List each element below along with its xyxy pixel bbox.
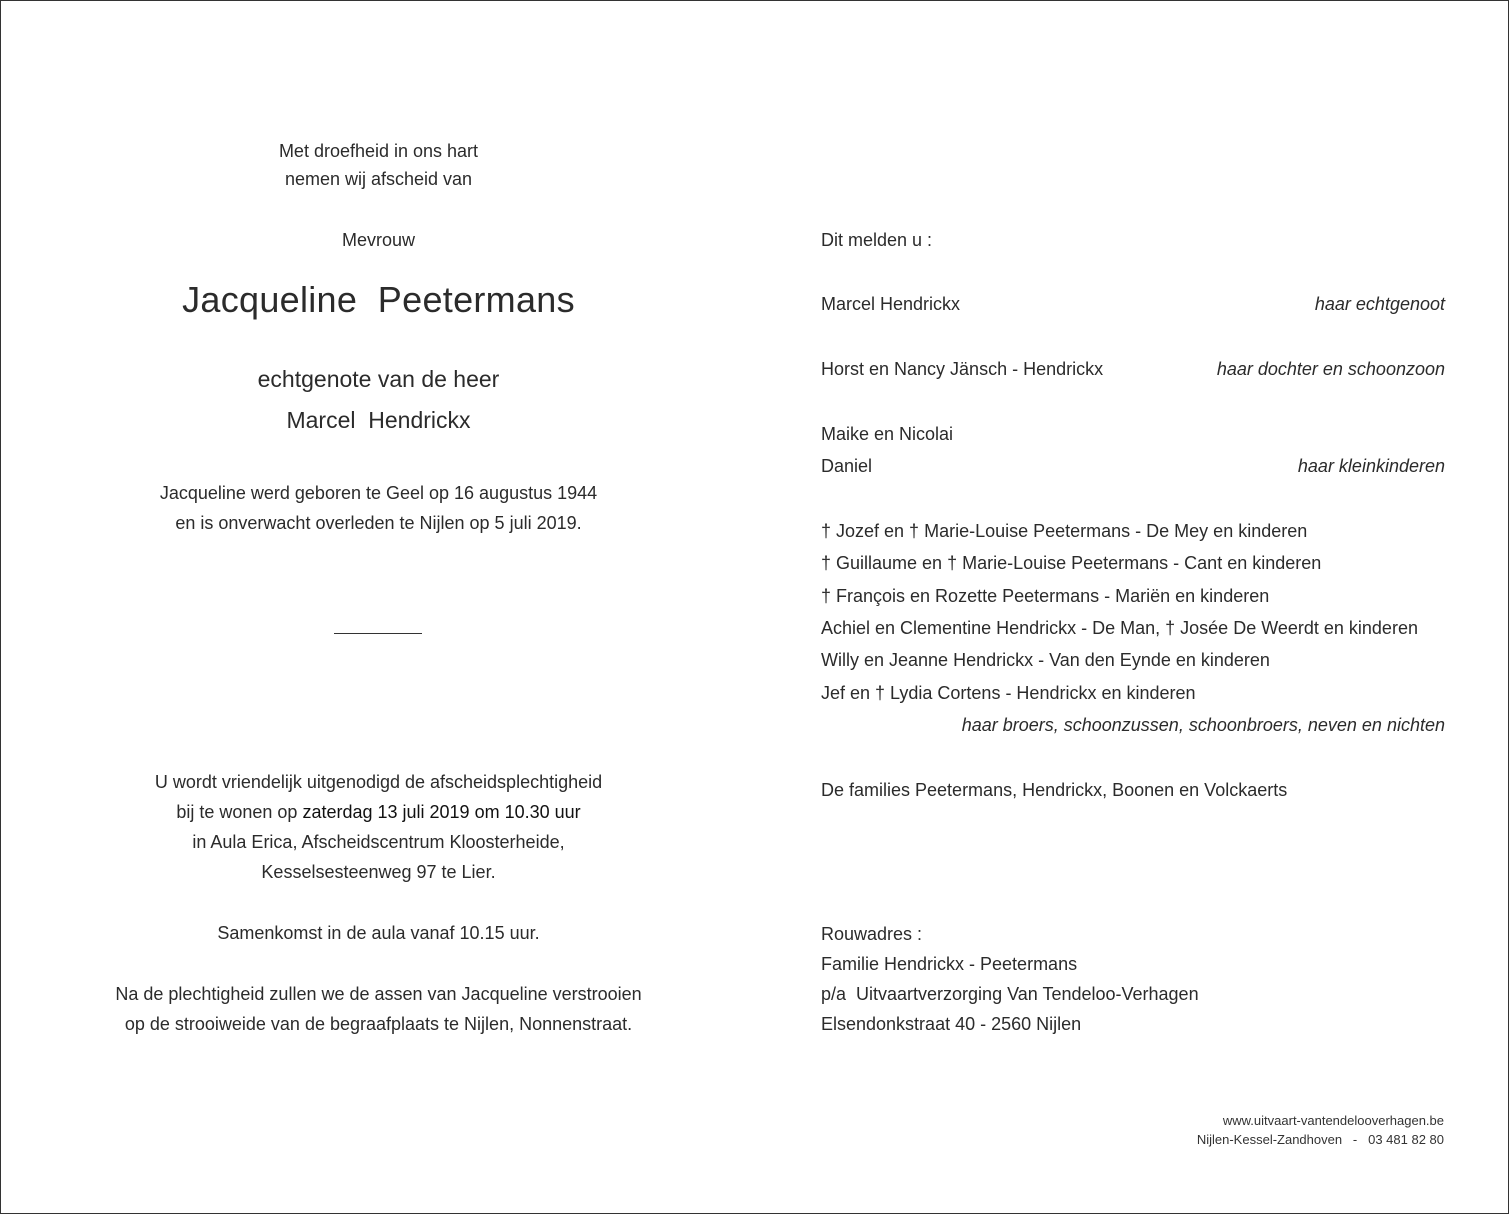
address-line-3: Elsendonkstraat 40 - 2560 Nijlen: [821, 1014, 1082, 1034]
mourner-relation: haar dochter en schoonzoon: [1216, 359, 1445, 379]
family-line: Achiel en Clementine Hendrickx - De Man, † Josée De Weerdt en kinderen: [821, 618, 1418, 638]
invite-line-1: U wordt vriendelijk uitgenodigd de afscheidsplechtigheid: [154, 772, 603, 792]
ceremony-date: zaterdag 13 juli 2019 om 10.30 uur: [302, 802, 581, 822]
mourner-row: [821, 359, 1445, 380]
mourner-row: [821, 424, 1445, 445]
ashes-line-2: op de strooiweide van de begraafplaats te Nijlen, Nonnenstraat.: [124, 1014, 633, 1034]
intro-line-2: nemen wij afscheid van: [284, 169, 473, 189]
mourner-relation: haar kleinkinderen: [1297, 456, 1445, 476]
announce-line: Dit melden u :: [821, 230, 933, 250]
families-line: De families Peetermans, Hendrickx, Boonen en Volckaerts: [821, 780, 1288, 800]
footer-website: www.uitvaart-vantendelooverhagen.be: [1222, 1113, 1444, 1128]
salutation: Mevrouw: [341, 230, 416, 250]
mourner-relation: haar echtgenoot: [1314, 294, 1445, 314]
deceased-name: Jacqueline Peetermans: [182, 279, 575, 320]
spouse-line-1: echtgenote van de heer: [257, 366, 500, 392]
footer-contact: Nijlen-Kessel-Zandhoven - 03 481 82 80: [1196, 1132, 1444, 1147]
family-relation: haar broers, schoonzussen, schoonbroers, neven en nichten: [961, 715, 1445, 735]
family-line: Willy en Jeanne Hendrickx - Van den Eynde en kinderen: [821, 650, 1270, 670]
mourner-name: Daniel: [821, 456, 873, 476]
address-line-1: Familie Hendrickx - Peetermans: [821, 954, 1078, 974]
invite-line-2: [1, 802, 756, 823]
gathering-line: Samenkomst in de aula vanaf 10.15 uur.: [217, 923, 540, 943]
ashes-line-1: Na de plechtigheid zullen we de assen van Jacqueline verstrooien: [115, 984, 642, 1004]
intro-line-1: Met droefheid in ons hart: [278, 141, 479, 161]
invite-line-3: in Aula Erica, Afscheidscentrum Kloosterheide,: [192, 832, 565, 852]
mourner-name: Marcel Hendrickx: [821, 294, 961, 314]
mourner-name: Maike en Nicolai: [821, 424, 954, 444]
family-line: † François en Rozette Peetermans - Mariën en kinderen: [821, 586, 1270, 606]
address-label: Rouwadres :: [821, 924, 923, 944]
family-line: † Jozef en † Marie-Louise Peetermans - De Mey en kinderen: [821, 521, 1308, 541]
family-line: Jef en † Lydia Cortens - Hendrickx en kinderen: [821, 683, 1196, 703]
died-line: en is onverwacht overleden te Nijlen op 5 juli 2019.: [175, 513, 582, 533]
mourner-row: [821, 294, 1445, 315]
mourner-row: [821, 456, 1445, 477]
born-line: Jacqueline werd geboren te Geel op 16 augustus 1944: [159, 483, 598, 503]
spouse-line-2: Marcel Hendrickx: [286, 407, 471, 433]
address-line-2: p/a Uitvaartverzorging Van Tendeloo-Verhagen: [821, 984, 1199, 1004]
invite-line-4: Kesselsesteenweg 97 te Lier.: [261, 862, 496, 882]
divider-line: [334, 633, 422, 634]
mourner-name: Horst en Nancy Jänsch - Hendrickx: [821, 359, 1104, 379]
invite-line-2-prefix: bij te wonen op: [176, 802, 303, 822]
family-line: † Guillaume en † Marie-Louise Peetermans - Cant en kinderen: [821, 553, 1322, 573]
